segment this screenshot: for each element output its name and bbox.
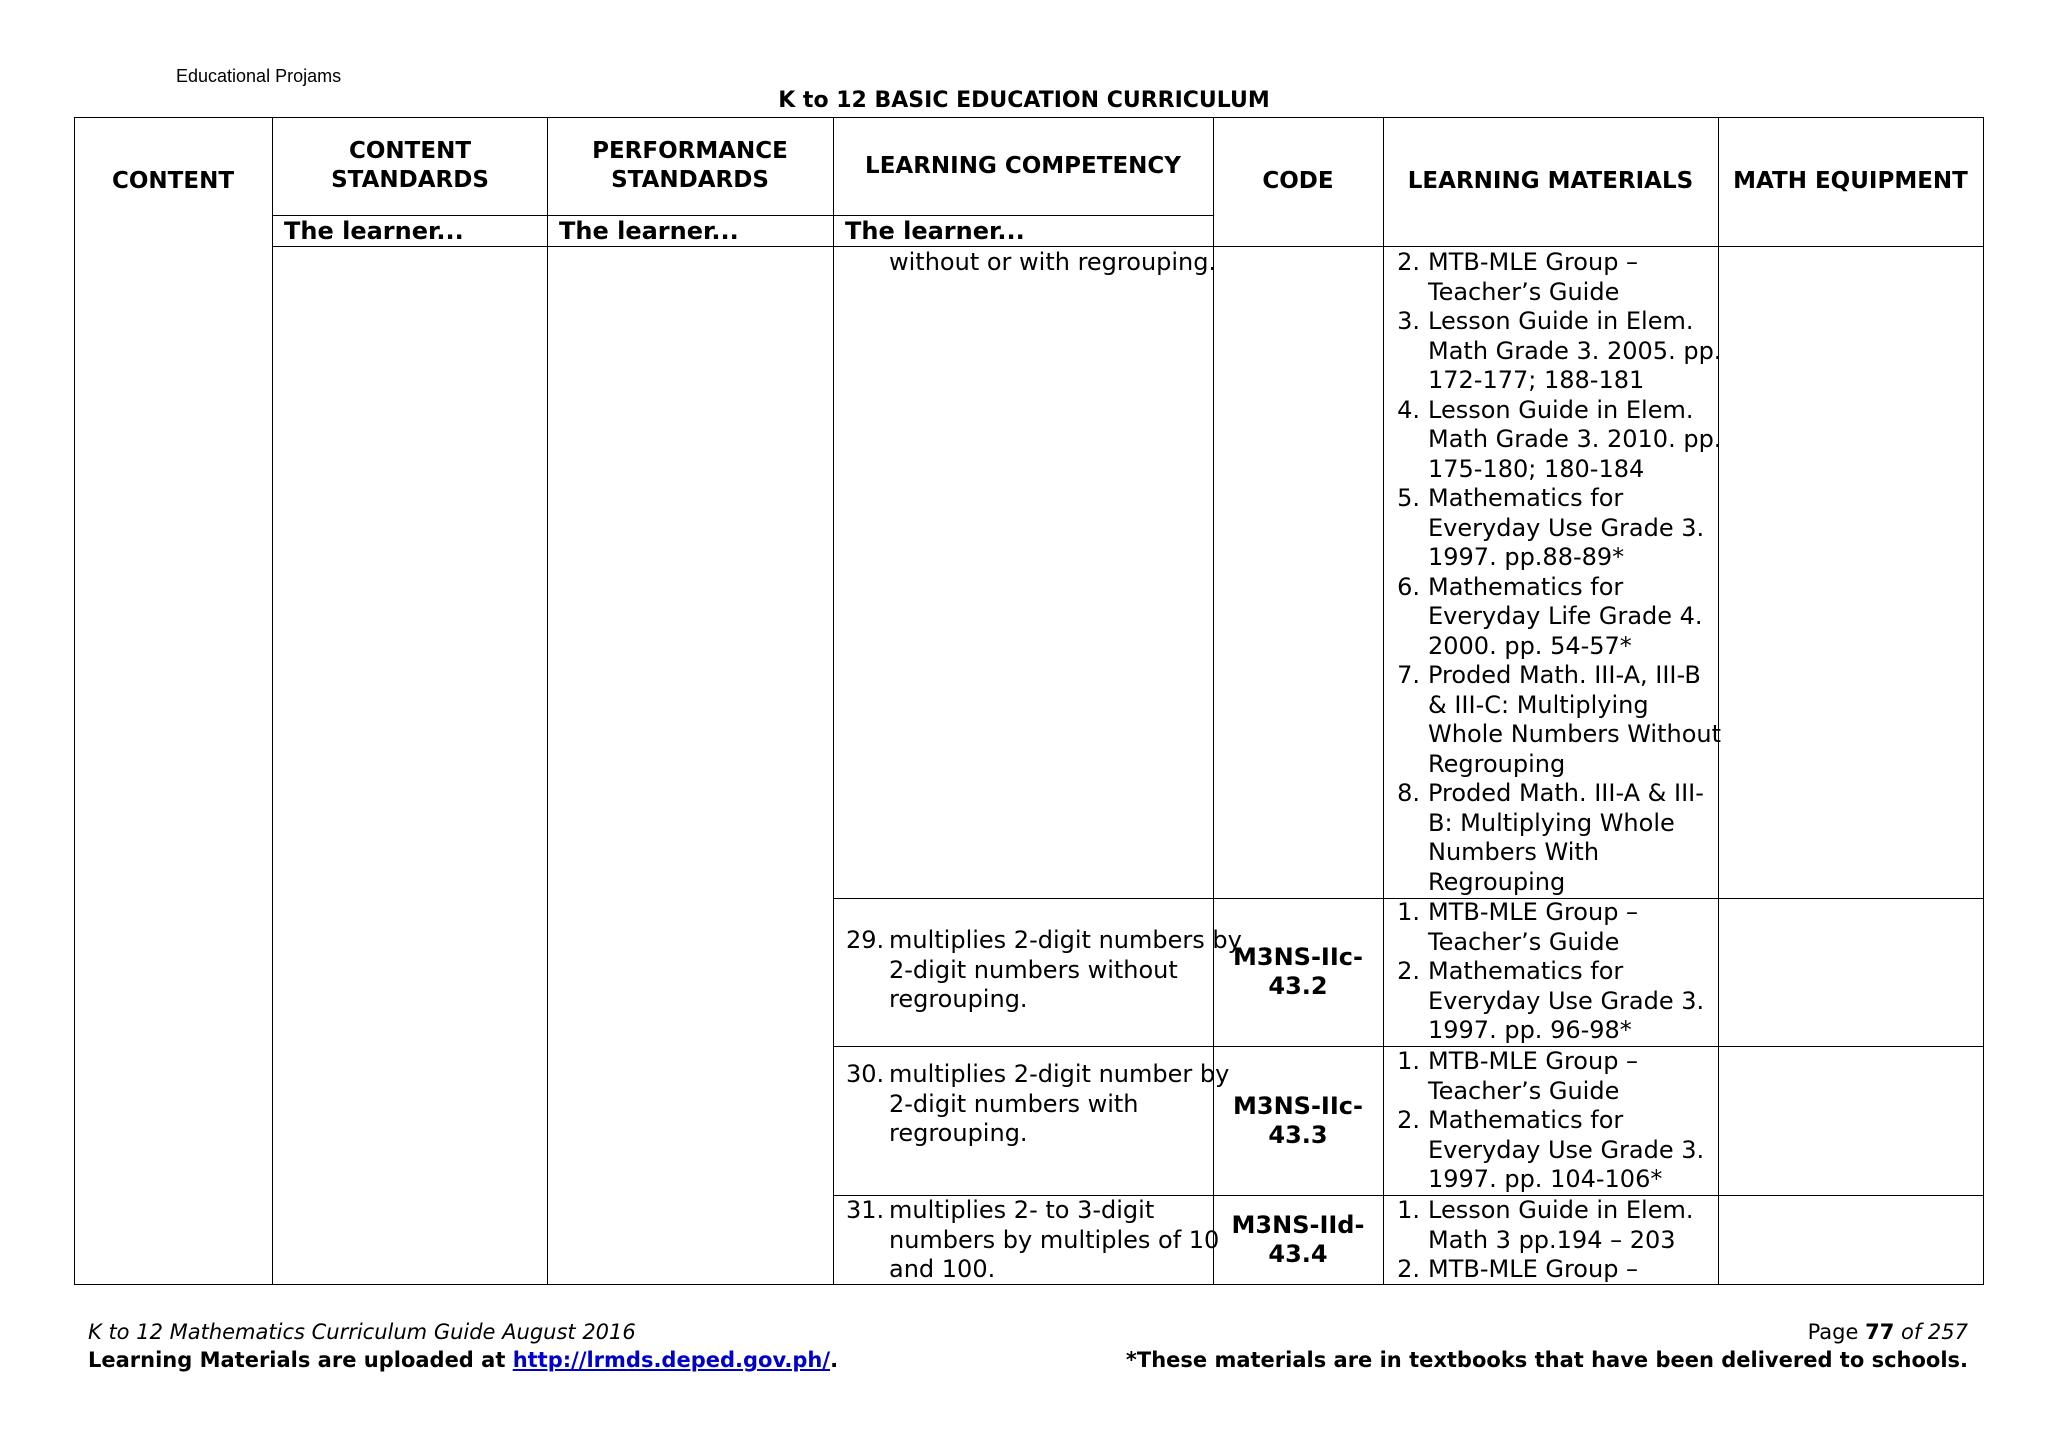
material-number: 2. [1397, 1106, 1420, 1134]
material-line: Mathematics for [1428, 484, 1624, 512]
material-line: Everyday Use Grade 3. [1428, 986, 1705, 1015]
material-line: Everyday Use Grade 3. [1428, 1135, 1705, 1164]
material-line: MTB-MLE Group – [1428, 1047, 1639, 1075]
material-line: Teacher’s Guide [1428, 277, 1620, 306]
competency-number: 29. [846, 926, 885, 954]
material-line: Math Grade 3. 2010. pp. [1428, 425, 1722, 453]
brand-label: Educational Projams [176, 66, 342, 86]
footer-upload-text: Learning Materials are uploaded at [88, 1348, 513, 1372]
competency-line: regrouping. [889, 985, 1028, 1013]
material-line: Proded Math. III-A & III- [1428, 779, 1704, 807]
competency-line: multiplies 2-digit numbers by [889, 926, 1242, 954]
material-number: 2. [1397, 248, 1420, 276]
lrmds-link[interactable]: http://lrmds.deped.gov.ph/ [512, 1348, 831, 1372]
material-line: Whole Numbers Without [1428, 720, 1722, 748]
material-line: Teacher’s Guide [1428, 927, 1620, 956]
learner-label-learning-competency: The learner... [845, 217, 1025, 245]
material-number: 7. [1397, 661, 1420, 689]
page-word: Page [1807, 1320, 1866, 1344]
material-line: 1997. pp. 96-98* [1428, 1016, 1632, 1044]
competency-number: 31. [846, 1196, 885, 1224]
material-number: 3. [1397, 307, 1420, 335]
material-line: Everyday Life Grade 4. [1428, 602, 1703, 630]
material-number: 8. [1397, 779, 1420, 807]
material-line: MTB-MLE Group – [1428, 248, 1639, 276]
material-line: Proded Math. III-A, III-B [1428, 661, 1701, 689]
material-line: Lesson Guide in Elem. [1428, 395, 1694, 424]
material-line: 1997. pp. 104-106* [1428, 1165, 1663, 1193]
page-current: 77 [1865, 1320, 1895, 1344]
competency-line: 2-digit numbers without [889, 955, 1178, 984]
competency-continued: without or with regrouping. [889, 248, 1217, 276]
competency-line: 2-digit numbers with [889, 1089, 1139, 1118]
material-line: Teacher’s Guide [1428, 1076, 1620, 1105]
competency-line: multiplies 2- to 3-digit [889, 1196, 1155, 1224]
material-line: 2000. pp. 54-57* [1428, 631, 1632, 660]
page-number [1126, 1318, 1968, 1346]
material-number: 2. [1397, 1255, 1420, 1283]
header-learning-competency: LEARNING COMPETENCY [865, 152, 1181, 179]
footer-upload-end: . [830, 1348, 839, 1372]
footer-right [1126, 1318, 1968, 1374]
footer-left [88, 1318, 838, 1374]
material-number: 4. [1397, 395, 1420, 424]
material-line: MTB-MLE Group – [1428, 898, 1639, 926]
competency-line: and 100. [889, 1255, 996, 1283]
material-line: 172-177; 188-181 [1428, 366, 1645, 394]
material-number: 5. [1397, 484, 1420, 512]
material-line: Mathematics for [1428, 1106, 1624, 1134]
footer-guide-title: K to 12 Mathematics Curriculum Guide August 2016 [88, 1320, 636, 1344]
footer-upload-note [88, 1346, 838, 1374]
competency-number: 30. [846, 1060, 885, 1088]
learner-label-content-standards: The learner... [284, 217, 464, 245]
learner-label-performance-standards: The learner... [559, 217, 739, 245]
material-number: 6. [1397, 572, 1420, 601]
material-number: 1. [1397, 898, 1420, 926]
header-code: CODE [1262, 168, 1334, 194]
competency-code: M3NS-IId- 43.4 [1231, 1210, 1365, 1268]
material-number: 2. [1397, 957, 1420, 985]
header-performance-standards: PERFORMANCE STANDARDS [592, 138, 788, 193]
competency-line: regrouping. [889, 1119, 1028, 1147]
material-number: 1. [1397, 1047, 1420, 1075]
material-line: Math Grade 3. 2005. pp. [1428, 336, 1722, 365]
material-line: Lesson Guide in Elem. [1428, 307, 1694, 335]
material-line: 175-180; 180-184 [1428, 454, 1645, 483]
footer-textbook-note: *These materials are in textbooks that have been delivered to schools. [1125, 1348, 1968, 1372]
header-content-standards: CONTENT STANDARDS [331, 138, 489, 193]
material-number: 1. [1397, 1196, 1420, 1224]
competency-line: numbers by multiples of 10 [889, 1225, 1220, 1254]
header-content: CONTENT [111, 168, 235, 194]
material-line: Math 3 pp.194 – 203 [1428, 1225, 1676, 1254]
material-line: & III-C: Multiplying [1428, 690, 1649, 719]
material-line: Lesson Guide in Elem. [1428, 1196, 1694, 1224]
competency-code: M3NS-IIc- 43.3 [1233, 1091, 1363, 1149]
material-line: Numbers With [1428, 838, 1600, 866]
header-math-equipment: MATH EQUIPMENT [1733, 168, 1968, 194]
page-total: of 257 [1894, 1320, 1968, 1344]
material-line: 1997. pp.88-89* [1428, 543, 1625, 571]
material-line: B: Multiplying Whole [1428, 808, 1675, 837]
competency-line: multiplies 2-digit number by [889, 1060, 1230, 1088]
material-line: Regrouping [1428, 749, 1566, 778]
material-line: Everyday Use Grade 3. [1428, 513, 1705, 542]
material-line: MTB-MLE Group – [1428, 1255, 1639, 1283]
material-line: Regrouping [1428, 867, 1566, 896]
material-line: Mathematics for [1428, 957, 1624, 985]
header-learning-materials: LEARNING MATERIALS [1407, 168, 1694, 194]
document-title: K to 12 BASIC EDUCATION CURRICULUM [778, 88, 1270, 113]
competency-code: M3NS-IIc- 43.2 [1233, 943, 1363, 1000]
material-line: Mathematics for [1428, 572, 1624, 601]
